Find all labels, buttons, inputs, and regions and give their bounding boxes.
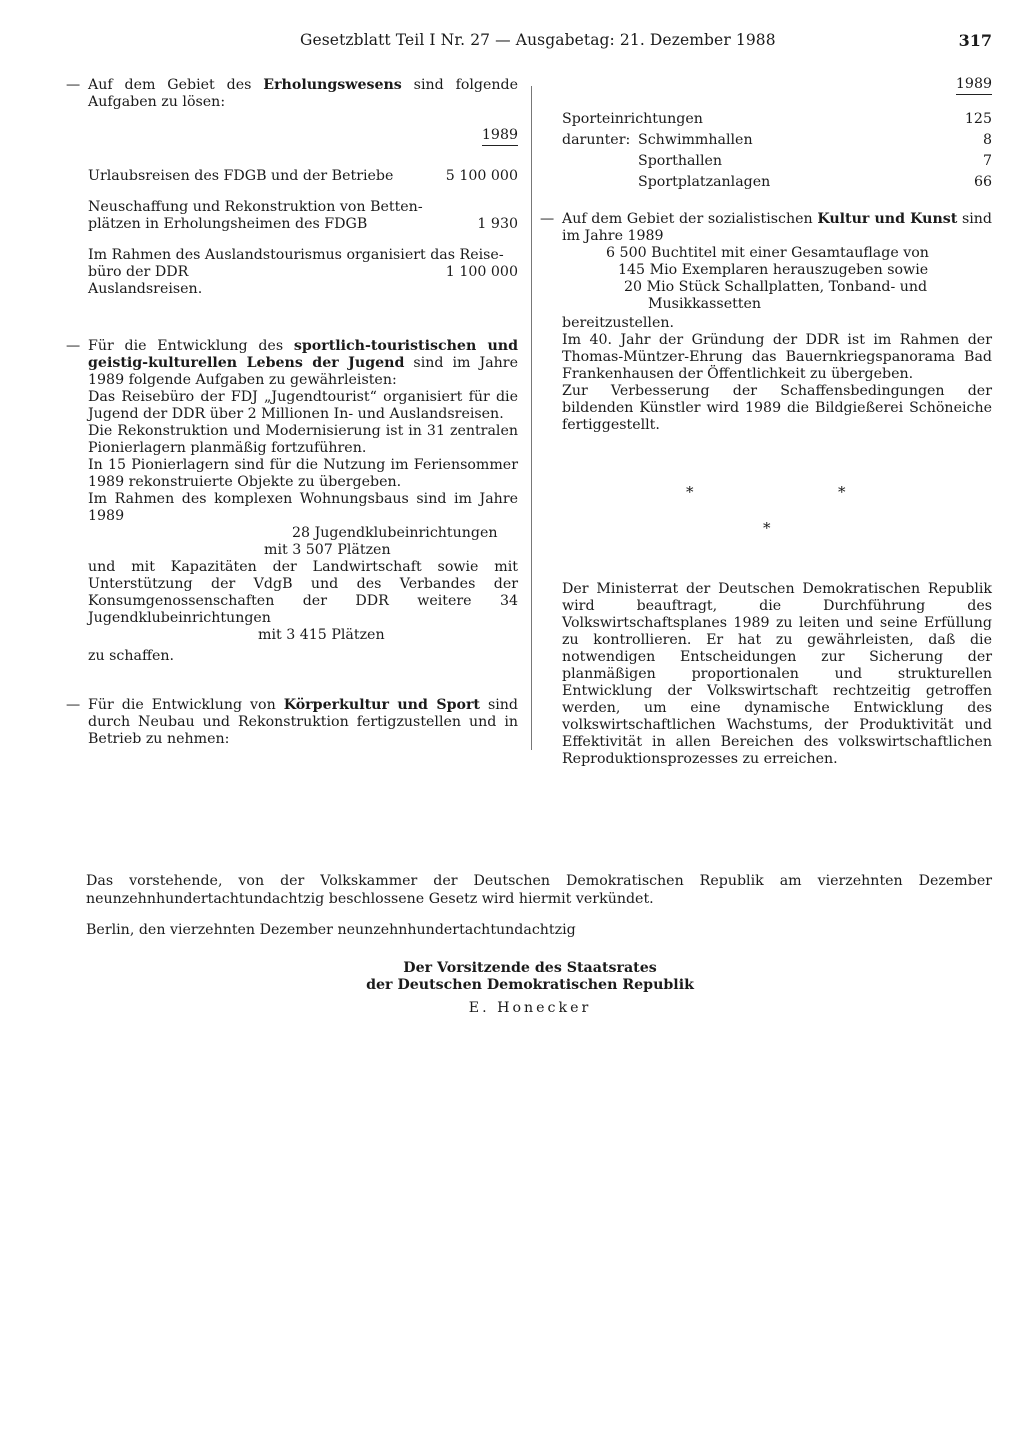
paragraph: Zur Verbesserung der Schaffensbedingungen der bildenden Künstler wird 1989 die Bildgießerei Schöneiche fertiggestellt. <box>562 383 992 433</box>
indented-line: mit 3 507 Plätzen <box>264 542 391 558</box>
row-label: Urlaubsreisen des FDGB und der Betriebe <box>88 168 394 184</box>
paragraph: Die Rekonstruktion und Modernisierung ist in 31 zentralen Pionierlagern planmäßig fortzuführen. <box>88 423 518 456</box>
erholung-row <box>88 199 518 233</box>
column-divider <box>531 86 532 750</box>
intro-text: sind im Jahre 1989 folgende Aufgaben zu gewährleisten: <box>88 355 518 388</box>
table-row <box>562 153 992 170</box>
intro-bold: Körperkultur und Sport <box>283 697 480 713</box>
row-label-group <box>562 111 703 128</box>
indented-line: mit 3 415 Plätzen <box>258 627 385 643</box>
row-value: 7 <box>982 153 992 169</box>
bullet-dash: — <box>66 338 81 354</box>
indented-line: 145 Mio Exemplaren herauszugeben sowie <box>618 262 929 278</box>
separator-star: * <box>686 483 694 501</box>
row-prefix: Sporteinrichtungen <box>562 111 703 127</box>
right-column <box>540 76 992 434</box>
erholung-row <box>88 247 518 298</box>
erholung-section <box>66 77 518 298</box>
row-value: 66 <box>973 174 992 190</box>
row-label: Schwimmhallen <box>638 132 753 148</box>
bullet-dash: — <box>66 77 81 93</box>
sport-facilities-table <box>540 111 992 191</box>
indented-line: 28 Jugendklubeinrichtungen <box>292 525 498 541</box>
row-label: büro der DDR <box>88 264 189 280</box>
intro-text: sind im Jahre 1989 <box>562 211 993 244</box>
row-value: 5 100 000 <box>445 168 518 184</box>
left-column <box>66 77 518 748</box>
year-column-header <box>88 127 518 146</box>
kultur-intro <box>562 211 992 245</box>
row-label: Sporthallen <box>638 153 723 169</box>
separator-star: * <box>763 519 771 537</box>
erholung-row <box>88 168 518 185</box>
signature-block <box>330 960 730 1017</box>
row-label: Neuschaffung und Rekonstruktion von Betten- <box>88 199 423 215</box>
jugend-intro <box>88 338 518 389</box>
intro-text: sind durch Neubau und Rekonstruktion fertigzustellen und in Betrieb zu nehmen: <box>88 697 518 747</box>
row-label: plätzen in Erholungsheimen des FDGB <box>88 216 368 232</box>
intro-text: Auf dem Gebiet der sozialistischen <box>562 211 818 227</box>
signature-title: Der Vorsitzende des Staatsrates <box>403 960 657 976</box>
sport-section <box>66 697 518 748</box>
intro-text: Für die Entwicklung des <box>88 338 294 354</box>
year-column-header <box>540 76 992 95</box>
bullet-dash: — <box>540 211 555 227</box>
row-value: 8 <box>982 132 992 148</box>
separator-star: * <box>838 483 846 501</box>
intro-bold: sportlich-touristischen und geistig-kulturellen Lebens der Jugend <box>88 338 518 371</box>
row-label: Im Rahmen des Auslandstourismus organisiert das Reise- <box>88 247 504 263</box>
paragraph: zu schaffen. <box>88 648 175 664</box>
bullet-dash: — <box>66 697 81 713</box>
signer-name: E. Honecker <box>468 1000 592 1016</box>
paragraph: Im Rahmen des komplexen Wohnungsbaus sind im Jahre 1989 <box>88 491 518 524</box>
year-label: 1989 <box>482 127 518 146</box>
indented-line: Musikkassetten <box>648 296 762 312</box>
erholung-intro <box>88 77 518 111</box>
intro-text: Auf dem Gebiet des <box>88 77 264 93</box>
paragraph: Im 40. Jahr der Gründung der DDR ist im Rahmen der Thomas-Müntzer-Ehrung das Bauernkriegspanorama Bad Frankenhausen der Öffentlichkeit zu übergeben. <box>562 332 992 382</box>
paragraph: Das Reisebüro der FDJ „Jugendtourist“ organisiert für die Jugend der DDR über 2 Millionen In- und Auslandsreisen. <box>88 389 518 422</box>
row-label-group <box>562 132 753 149</box>
paragraph: und mit Kapazitäten der Landwirtschaft sowie mit Unterstützung der VdgB und des Verbandes der Konsumgenossenschaften der DDR weitere 34 Jugendklubeinrichtungen <box>88 559 518 626</box>
intro-text: sind folgende Aufgaben zu lösen: <box>88 77 519 110</box>
intro-text: Für die Entwicklung von <box>88 697 284 713</box>
intro-bold: Kultur und Kunst <box>817 211 958 227</box>
signature-title: der Deutschen Demokratischen Republik <box>366 977 694 993</box>
kultur-section <box>540 211 992 434</box>
sport-intro <box>88 697 518 748</box>
table-row <box>562 111 992 128</box>
row-value: 1 100 000 <box>445 264 518 280</box>
paragraph: bereitzustellen. <box>562 315 675 331</box>
table-row <box>562 174 992 191</box>
year-label: 1989 <box>956 76 992 95</box>
header-title: Gesetzblatt Teil I Nr. 27 — Ausgabetag: 21. Dezember 1988 <box>300 31 776 49</box>
jugend-section <box>66 338 518 665</box>
row-label-group <box>562 174 770 191</box>
row-value: 125 <box>964 111 992 127</box>
row-label: Auslandsreisen. <box>88 281 203 297</box>
promulgation-statement: Das vorstehende, von der Volkskammer der Deutschen Demokratischen Republik am vierzehnten Dezember neunzehnhundertachtundachtzig beschlossene Gesetz wird hiermit verkündet. <box>86 873 992 907</box>
intro-bold: Erholungswesens <box>263 77 402 93</box>
row-value: 1 930 <box>477 216 518 232</box>
row-prefix: darunter: <box>562 132 631 148</box>
indented-line: 6 500 Buchtitel mit einer Gesamtauflage von <box>606 245 929 261</box>
row-label-group <box>562 153 722 170</box>
page-number: 317 <box>958 31 992 50</box>
ministerrat-paragraph: Der Ministerrat der Deutschen Demokratischen Republik wird beauftragt, die Durchführung des Volkswirtschaftsplanes 1989 zu leiten und seine Erfüllung zu kontrollieren. Er hat zu gewährleisten, daß die notwendigen Entscheidungen zur Sicherung der planmäßigen proportionalen und strukturellen Entwicklung der Volkswirtschaft rechtzeitig getroffen werden, um eine dynamische Entwicklung des volkswirtschaftlichen Wachstums, der Produktivität und Effektivität in allen Bereichen des volkswirtschaftlichen Reproduktionsprozesses zu erreichen. <box>562 581 992 767</box>
table-row <box>562 132 992 149</box>
row-label: Sportplatzanlagen <box>638 174 771 190</box>
indented-line: 20 Mio Stück Schallplatten, Tonband- und <box>624 279 928 295</box>
paragraph: In 15 Pionierlagern sind für die Nutzung im Feriensommer 1989 rekonstruierte Objekte zu übergeben. <box>88 457 518 490</box>
place-date: Berlin, den vierzehnten Dezember neunzehnhundertachtundachtzig <box>86 922 576 938</box>
